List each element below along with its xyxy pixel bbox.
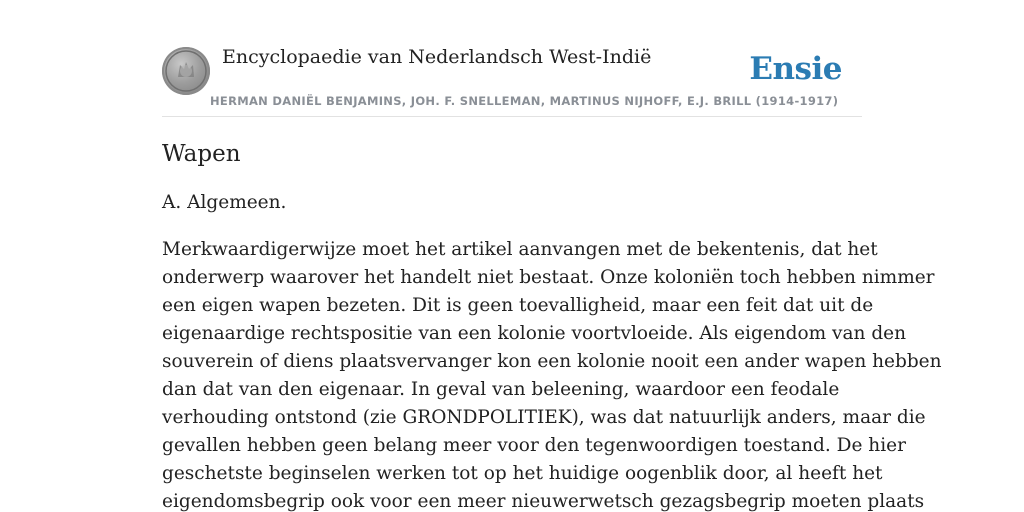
ensie-logo[interactable]: Ensie [749, 51, 842, 87]
coin-emblem-icon[interactable] [162, 47, 210, 95]
body-line: souverein of diens plaatsvervanger kon een kolonie nooit een ander wapen hebben [162, 351, 942, 372]
body-line: gevallen hebben geen belang meer voor den tegenwoordigen toestand. De hier [162, 435, 906, 456]
publication-authors: HERMAN DANIËL BENJAMINS, JOH. F. SNELLEMAN, MARTINUS NIJHOFF, E.J. BRILL (1914-1917) [210, 94, 839, 108]
article-title: Wapen [162, 141, 241, 167]
article-content [162, 138, 942, 512]
section-heading: A. Algemeen. [162, 192, 287, 213]
body-line: geschetste beginselen werken tot op het huidige oogenblik door, al heeft het [162, 463, 883, 484]
body-line: eigendomsbegrip ook voor een meer nieuwerwetsch gezagsbegrip moeten plaats [162, 491, 925, 512]
body-line: een eigen wapen bezeten. Dit is geen toevalligheid, maar een feit dat uit de [162, 295, 874, 316]
body-line: dan dat van den eigenaar. In geval van beleening, waardoor een feodale [162, 379, 840, 400]
body-line: verhouding ontstond (zie GRONDPOLITIEK), was dat natuurlijk anders, maar die [162, 407, 926, 428]
body-line: onderwerp waarover het handelt niet bestaat. Onze koloniën toch hebben nimmer [162, 267, 935, 288]
body-line: eigenaardige rechtspositie van een kolonie voortvloeide. Als eigendom van den [162, 323, 907, 344]
publication-title[interactable]: Encyclopaedie van Nederlandsch West-Indië [222, 46, 652, 68]
article-body [162, 236, 942, 512]
publication-header [162, 40, 862, 117]
body-line: Merkwaardigerwijze moet het artikel aanvangen met de bekentenis, dat het [162, 239, 878, 260]
